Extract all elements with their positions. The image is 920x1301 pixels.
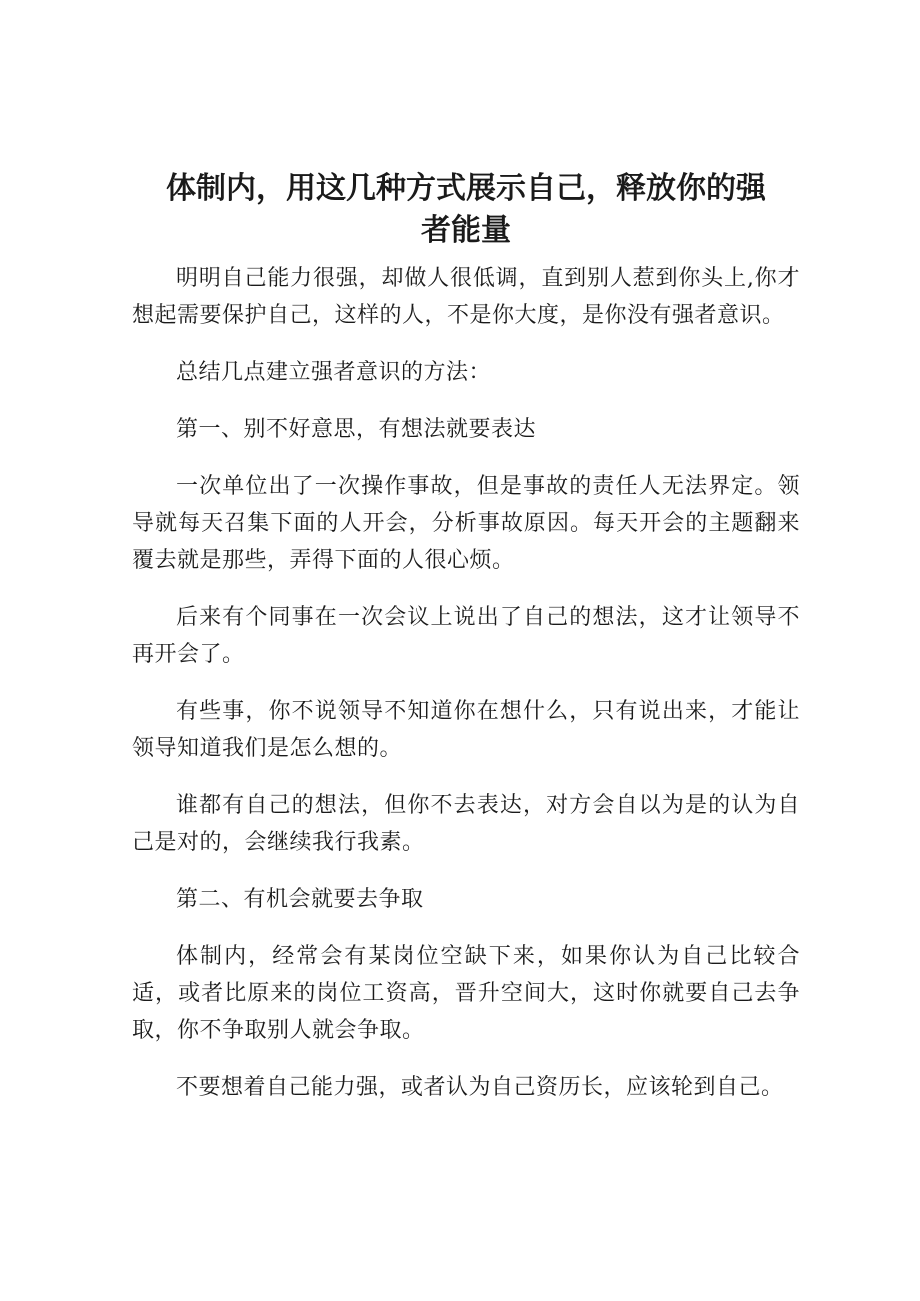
section-heading-2: 第二、有机会就要去争取 bbox=[176, 887, 424, 912]
paragraph-summary: 总结几点建立强者意识的方法： bbox=[176, 360, 492, 385]
paragraph-intro: 明明自己能力很强，却做人很低调，直到别人惹到你头上,你才想起需要保护自己，这样的人，不是你大度，是你没有强者意识。 bbox=[132, 266, 800, 328]
paragraph-seniority: 不要想着自己能力强，或者认为自己资历长，应该轮到自己。 bbox=[176, 1075, 784, 1100]
paragraph-speak-up: 有些事，你不说领导不知道你在想什么，只有说出来，才能让领导知道我们是怎么想的。 bbox=[132, 699, 800, 761]
paragraph-vacancy: 体制内，经常会有某岗位空缺下来，如果你认为自己比较合适，或者比原来的岗位工资高，晋升空间大，这时你就要自己去争取，你不争取别人就会争取。 bbox=[132, 944, 800, 1043]
paragraph-colleague: 后来有个同事在一次会议上说出了自己的想法，这才让领导不再开会了。 bbox=[132, 605, 800, 667]
title-line-1: 体制内，用这几种方式展示自己，释放你的强 bbox=[166, 171, 766, 206]
paragraph-express: 谁都有自己的想法，但你不去表达，对方会自以为是的认为自己是对的，会继续我行我素。 bbox=[132, 793, 800, 855]
document-title bbox=[132, 168, 800, 252]
paragraph-accident: 一次单位出了一次操作事故，但是事故的责任人无法界定。领导就每天召集下面的人开会，分析事故原因。每天开会的主题翻来覆去就是那些，弄得下面的人很心烦。 bbox=[132, 474, 800, 573]
title-line-2: 者能量 bbox=[421, 213, 511, 248]
section-heading-1: 第一、别不好意思，有想法就要表达 bbox=[176, 417, 537, 442]
